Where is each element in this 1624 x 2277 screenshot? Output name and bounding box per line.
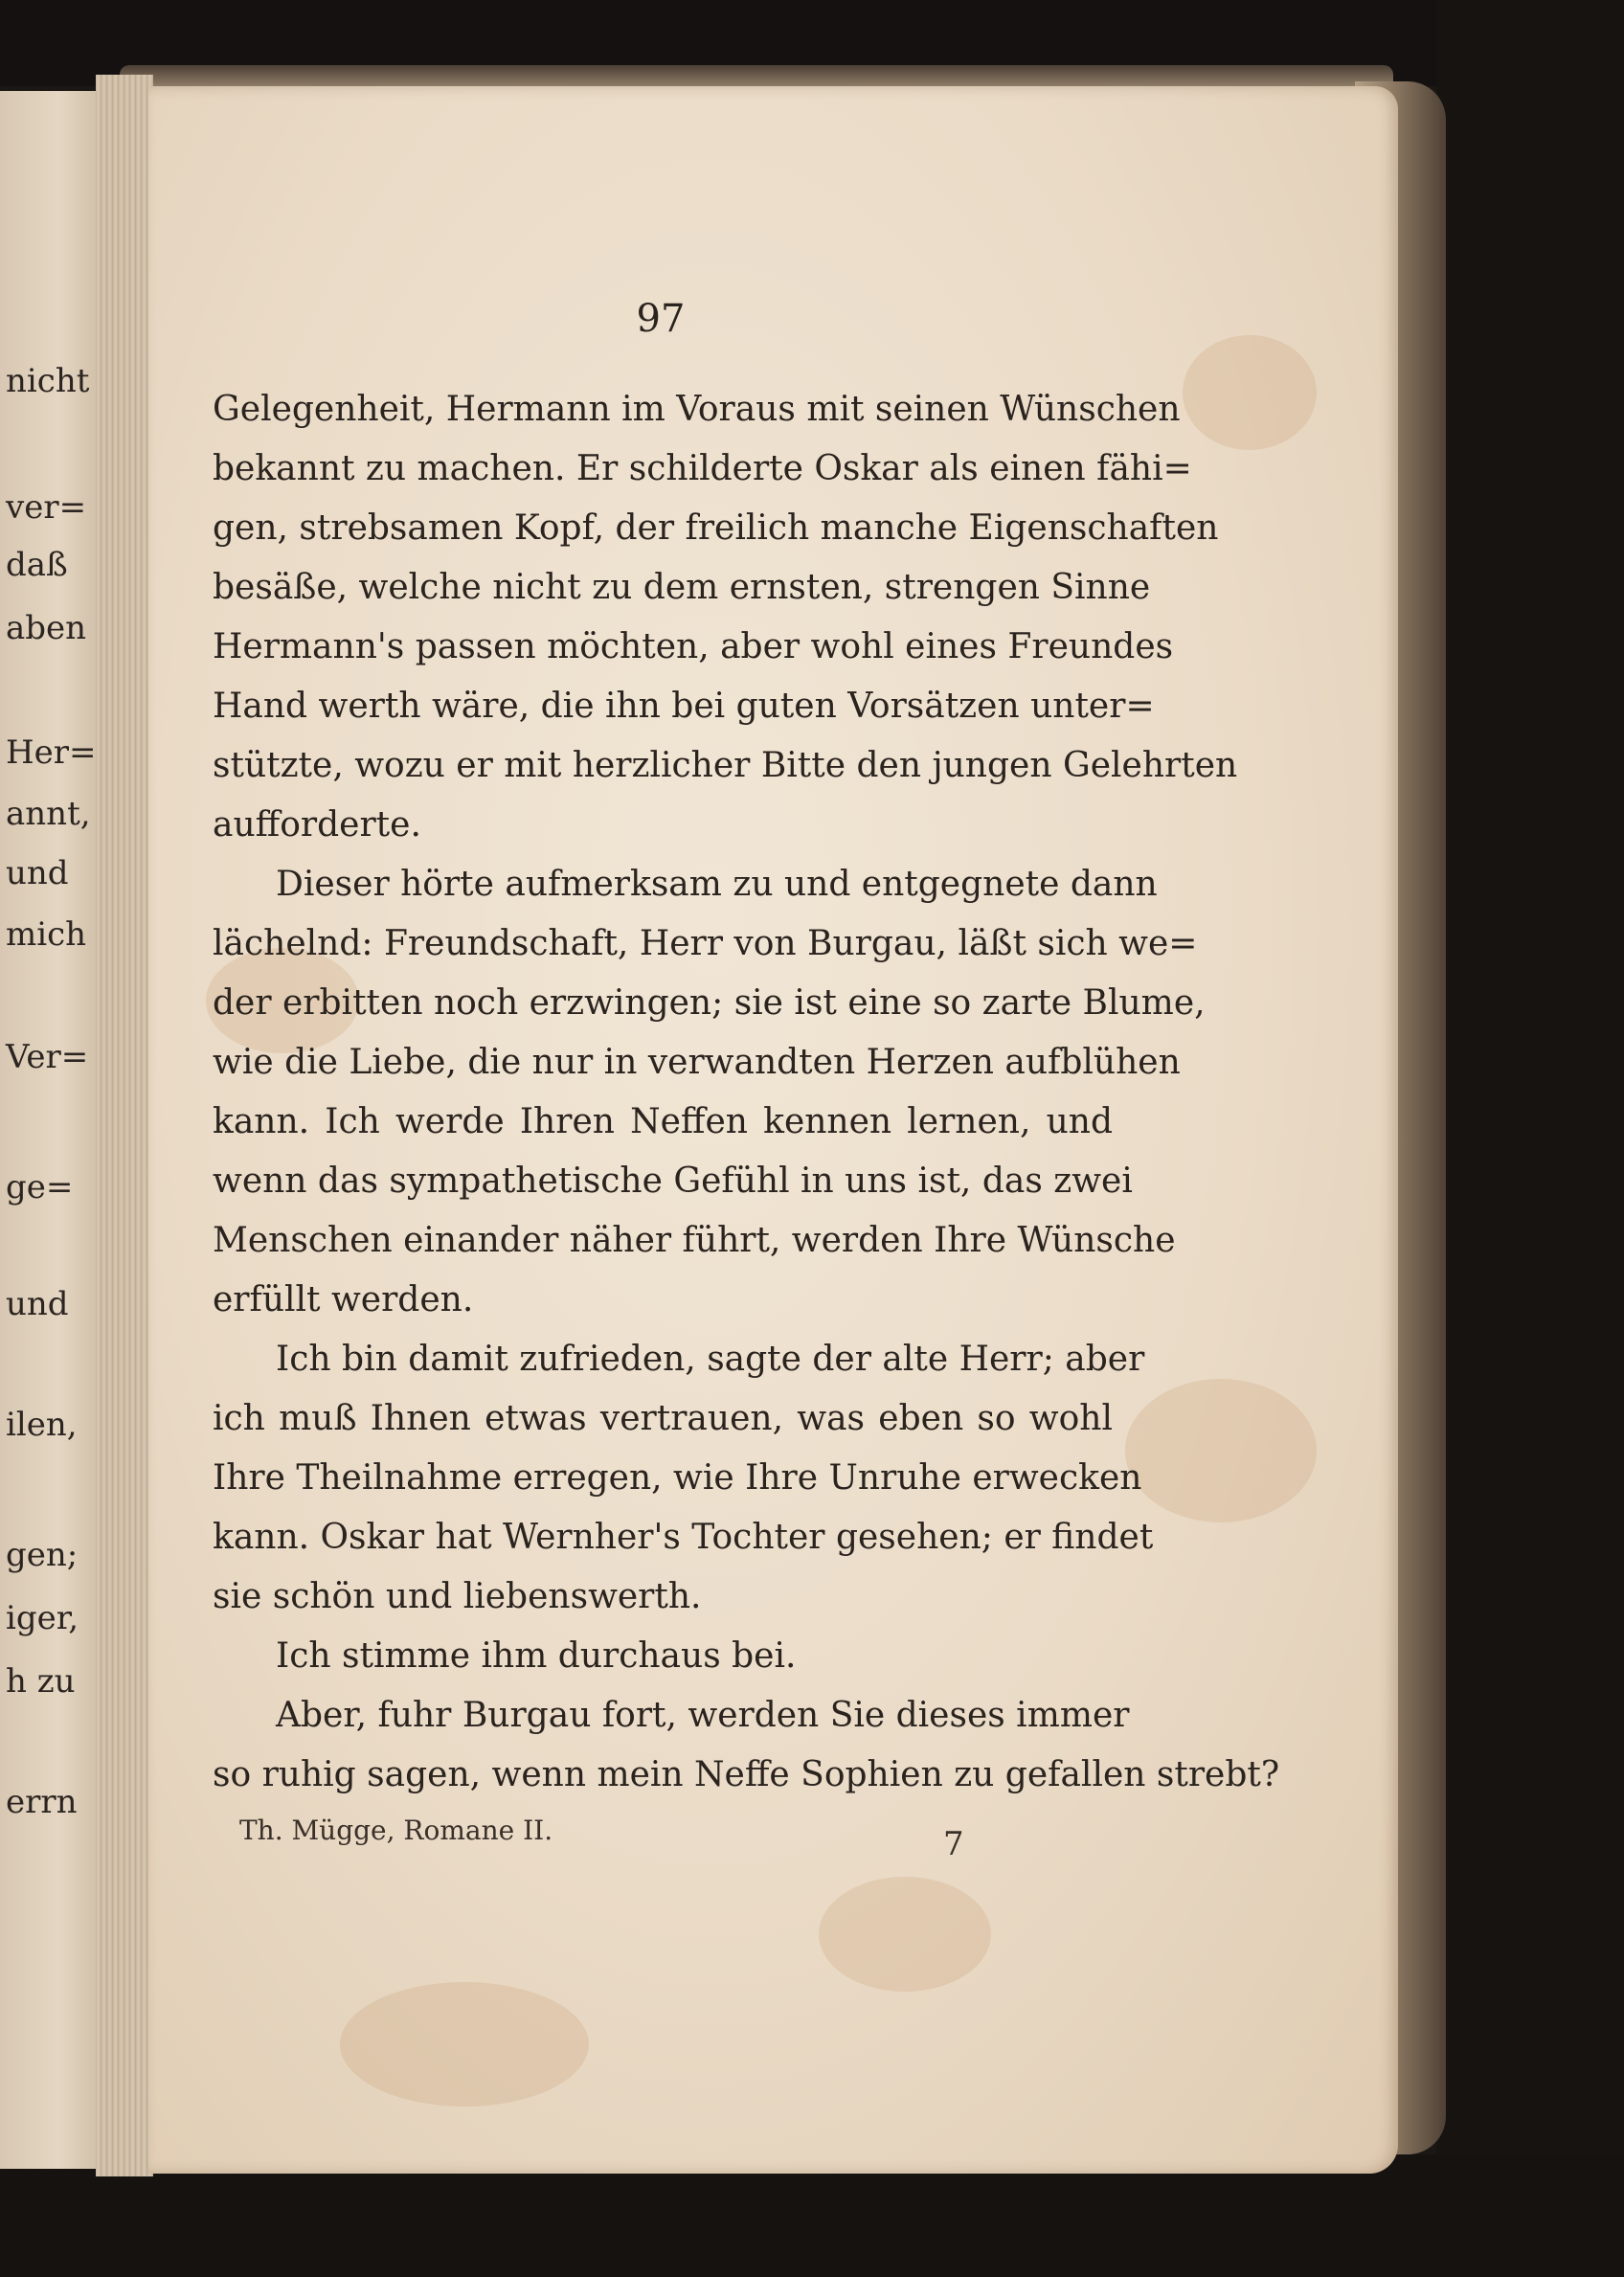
- text-line: Hand werth wäre, die ihn bei guten Vorsätzen unter=: [213, 687, 1155, 726]
- previous-page-fragment: mich: [6, 915, 87, 954]
- text-line: wie die Liebe, die nur in verwandten Herzen aufblühen: [213, 1043, 1181, 1082]
- previous-page-fragment: errn: [6, 1783, 78, 1821]
- text-line: so ruhig sagen, wenn mein Neffe Sophien zu gefallen strebt?: [213, 1755, 1280, 1794]
- previous-page-fragment: h zu: [6, 1662, 76, 1701]
- previous-page-fragment: Her=: [6, 733, 97, 772]
- text-line: Ich bin damit zufrieden, sagte der alte Herr; aber: [276, 1340, 1145, 1379]
- text-line: besäße, welche nicht zu dem ernsten, strengen Sinne: [213, 568, 1151, 607]
- text-line: Menschen einander näher führt, werden Ihre Wünsche: [213, 1221, 1176, 1260]
- footer-sheet-number: 7: [943, 1825, 964, 1863]
- text-line: stützte, wozu er mit herzlicher Bitte den jungen Gelehrten: [213, 746, 1238, 785]
- previous-page: [0, 91, 107, 2169]
- text-line: der erbitten noch erzwingen; sie ist eine so zarte Blume,: [213, 983, 1206, 1023]
- previous-page-fragment: und: [6, 854, 69, 892]
- text-line: kann. Ich werde Ihren Neffen kennen lernen, und: [213, 1102, 1113, 1141]
- previous-page-fragment: daß: [6, 546, 68, 584]
- book-top-edge: [120, 65, 1393, 86]
- background-right: [1436, 0, 1624, 2277]
- text-line: Aber, fuhr Burgau fort, werden Sie dieses immer: [276, 1696, 1130, 1735]
- text-line: Dieser hörte aufmerksam zu und entgegnete dann: [276, 865, 1158, 904]
- paper-stain: [1183, 335, 1317, 450]
- text-line: bekannt zu machen. Er schilderte Oskar als einen fähi=: [213, 449, 1192, 488]
- text-line: Hermann's passen möchten, aber wohl eines Freundes: [213, 627, 1174, 666]
- text-line: wenn das sympathetische Gefühl in uns ist, das zwei: [213, 1161, 1133, 1201]
- previous-page-fragment: und: [6, 1285, 69, 1323]
- text-line: kann. Oskar hat Wernher's Tochter gesehen; er findet: [213, 1518, 1154, 1557]
- previous-page-fragment: annt,: [6, 795, 91, 833]
- previous-page-fragment: Ver=: [6, 1038, 89, 1076]
- text-line: erfüllt werden.: [213, 1280, 474, 1319]
- book-gutter: [96, 75, 153, 2176]
- previous-page-fragment: iger,: [6, 1599, 79, 1637]
- paper-stain: [819, 1877, 991, 1992]
- previous-page-fragment: gen;: [6, 1536, 79, 1574]
- text-line: Ihre Theilnahme erregen, wie Ihre Unruhe erwecken: [213, 1458, 1142, 1498]
- footer-signature: Th. Mügge, Romane II.: [239, 1815, 553, 1846]
- text-line: Ich stimme ihm durchaus bei.: [276, 1636, 797, 1676]
- previous-page-fragment: aben: [6, 609, 87, 647]
- text-line: Gelegenheit, Hermann im Voraus mit seinen Wünschen: [213, 390, 1181, 429]
- text-line: ich muß Ihnen etwas vertrauen, was eben so wohl: [213, 1399, 1113, 1438]
- previous-page-fragment: ilen,: [6, 1406, 78, 1444]
- previous-page-fragment: ge=: [6, 1168, 74, 1206]
- text-line: lächelnd: Freundschaft, Herr von Burgau, läßt sich we=: [213, 924, 1198, 963]
- text-line: gen, strebsamen Kopf, der freilich manche Eigenschaften: [213, 508, 1219, 548]
- text-line: sie schön und liebenswerth.: [213, 1577, 702, 1616]
- previous-page-fragment: nicht: [6, 362, 90, 400]
- paper-stain: [1125, 1379, 1317, 1522]
- text-line: aufforderte.: [213, 805, 421, 845]
- previous-page-fragment: ver=: [6, 488, 87, 527]
- paper-stain: [340, 1982, 589, 2107]
- page-number: 97: [636, 297, 686, 341]
